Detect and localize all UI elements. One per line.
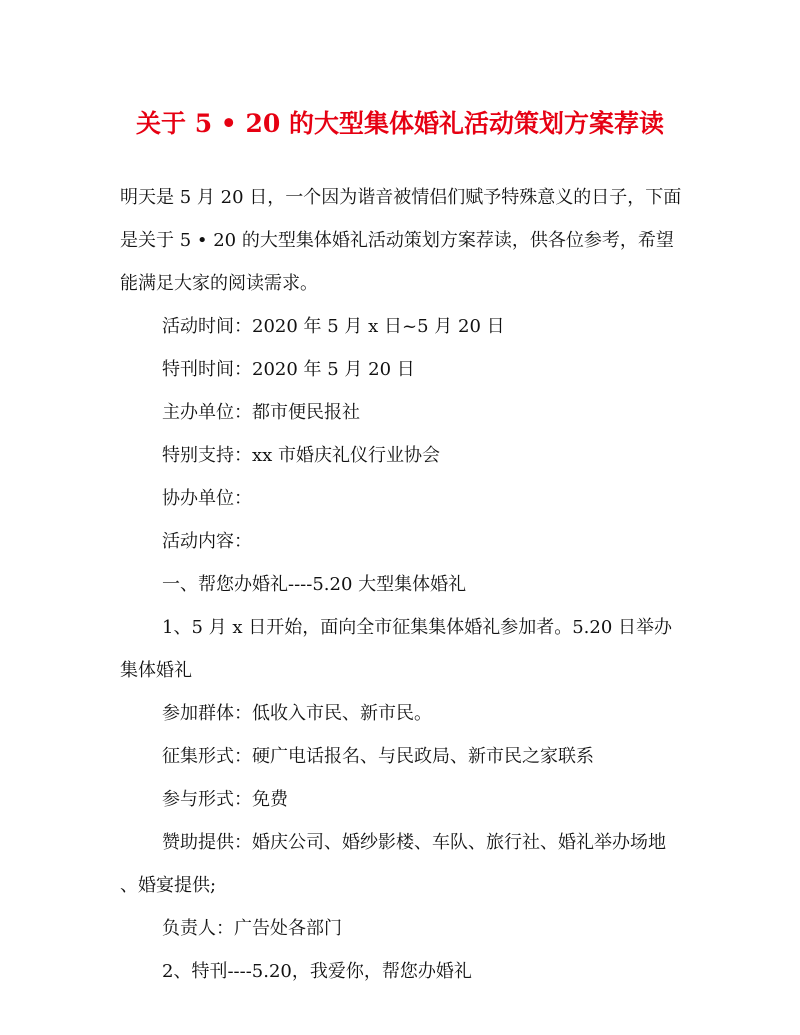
paragraph-line: 征集形式：硬广电话报名、与民政局、新市民之家联系 (162, 746, 594, 767)
paragraph-line: 主办单位：都市便民报社 (162, 402, 360, 423)
document-title: 关于 5 • 20 的大型集体婚礼活动策划方案荐读 (136, 109, 664, 138)
document-body (120, 176, 685, 993)
paragraph-line: 、婚宴提供; (120, 875, 217, 896)
paragraph-line: 能满足大家的阅读需求。 (120, 273, 318, 294)
paragraph-line: 协办单位： (162, 488, 252, 509)
paragraph-line: 1、5 月 x 日开始，面向全市征集集体婚礼参加者。5.20 日举办 (162, 617, 673, 638)
paragraph-line: 2、特刊----5.20，我爱你，帮您办婚礼 (162, 961, 472, 982)
paragraph-line: 集体婚礼 (120, 660, 192, 681)
paragraph-line: 赞助提供：婚庆公司、婚纱影楼、车队、旅行社、婚礼举办场地 (162, 832, 666, 853)
paragraph-line: 一、帮您办婚礼----5.20 大型集体婚礼 (162, 574, 467, 595)
paragraph-line: 是关于 5 • 20 的大型集体婚礼活动策划方案荐读，供各位参考，希望 (120, 230, 674, 251)
paragraph-line: 负责人：广告处各部门 (162, 918, 342, 939)
paragraph-line: 明天是 5 月 20 日，一个因为谐音被情侣们赋予特殊意义的日子，下面 (120, 187, 682, 208)
paragraph-line: 活动时间：2020 年 5 月 x 日~5 月 20 日 (162, 316, 505, 337)
paragraph-line: 特别支持：xx 市婚庆礼仪行业协会 (162, 445, 441, 466)
paragraph-line: 活动内容： (162, 531, 252, 552)
paragraph-line: 参加群体：低收入市民、新市民。 (162, 703, 432, 724)
paragraph-line: 特刊时间：2020 年 5 月 20 日 (162, 359, 415, 380)
paragraph-line: 参与形式：免费 (162, 789, 288, 810)
